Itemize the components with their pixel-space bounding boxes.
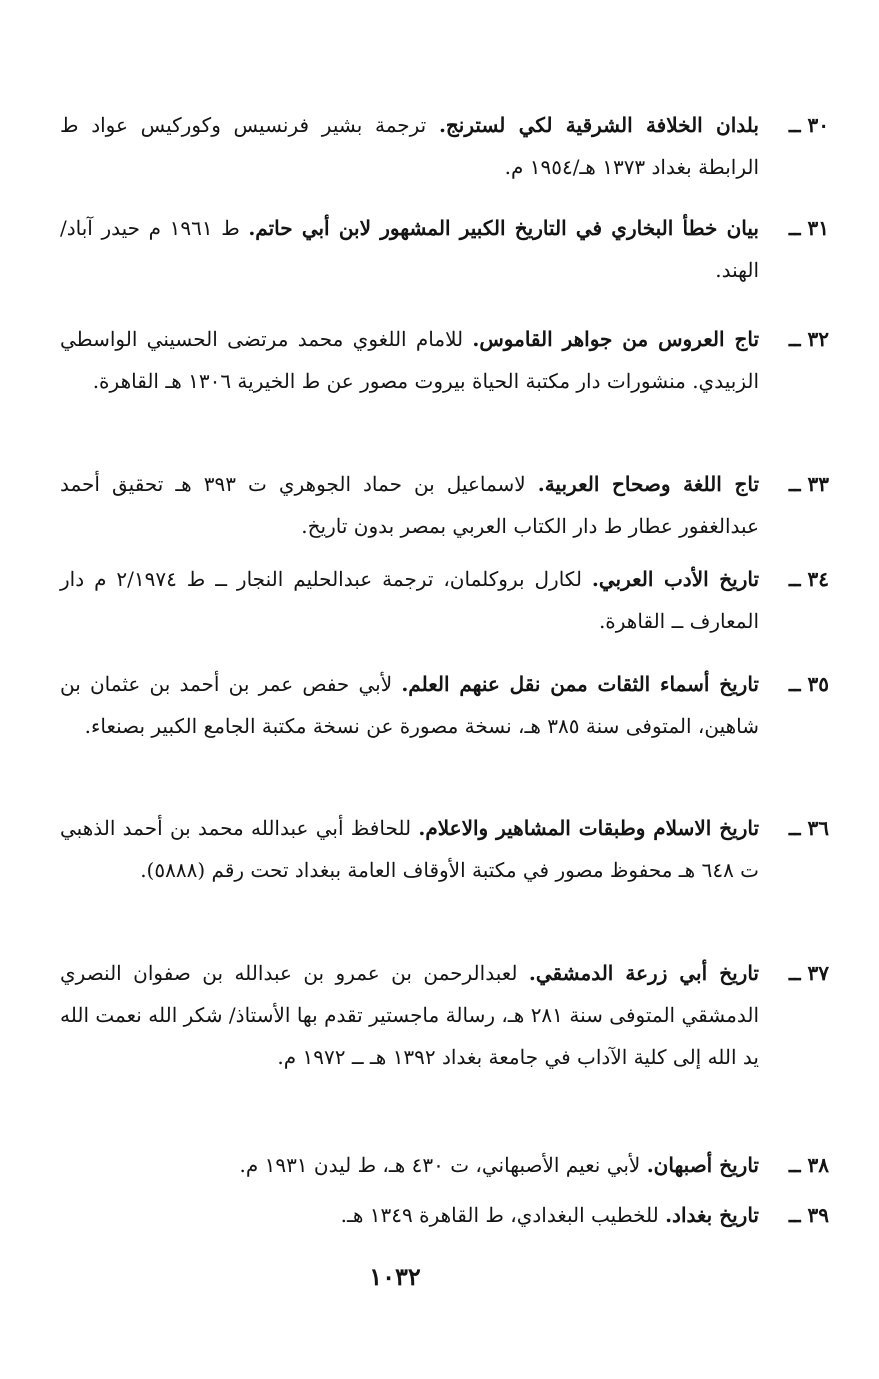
entry-title: بيان خطأ البخاري في التاريخ الكبير المشهور لابن أبي حاتم. — [248, 216, 759, 240]
bibliography-entry-31 — [60, 207, 829, 291]
entry-number: ٣٦ ــ — [788, 816, 829, 840]
entry-details: للحافظ أبي عبدالله محمد بن أحمد الذهبي ت ٦٤٨ هـ محفوظ مصور في مكتبة الأوقاف العامة ببغداد تحت رقم (٥٨٨٨). — [60, 816, 759, 882]
bibliography-entry-39 — [60, 1194, 829, 1236]
entry-title: تاريخ بغداد. — [665, 1203, 759, 1227]
bibliography-entry-33 — [60, 463, 829, 547]
bibliography-entry-38 — [60, 1144, 829, 1186]
entry-title: تاريخ الاسلام وطبقات المشاهير والاعلام. — [418, 816, 760, 840]
entry-title: تاريخ أسماء الثقات ممن نقل عنهم العلم. — [401, 672, 759, 696]
entry-details: لأبي نعيم الأصبهاني، ت ٤٣٠ هـ، ط ليدن ١٩٣١ م. — [239, 1153, 641, 1177]
entry-details: للامام اللغوي محمد مرتضى الحسيني الواسطي الزبيدي. منشورات دار مكتبة الحياة بيروت مصور عن ط الخيرية ١٣٠٦ هـ القاهرة. — [60, 327, 759, 393]
entry-details: ط ١٩٦١ م حيدر آباد/ الهند. — [60, 216, 759, 282]
page-number: ١٠٣٢ — [369, 1262, 421, 1291]
bibliography-entry-35 — [60, 663, 829, 747]
entry-title: بلدان الخلافة الشرقية لكي لسترنج. — [438, 113, 759, 137]
entry-details: لكارل بروكلمان، ترجمة عبدالحليم النجار ــ ط ٢/١٩٧٤ م دار المعارف ــ القاهرة. — [60, 567, 759, 633]
bibliography-entry-36 — [60, 807, 829, 891]
bibliography-entry-34 — [60, 558, 829, 642]
bibliography-entry-37 — [60, 952, 829, 1078]
bibliography-entry-30 — [60, 104, 829, 188]
entry-details: لعبدالرحمن بن عمرو بن عبدالله بن صفوان النصري الدمشقي المتوفى سنة ٢٨١ هـ، رسالة ماجستير تقدم بها الأستاذ/ شكر الله نعمت الله يد الله إلى كلية الآداب في جامعة بغداد ١٣٩٢ هـ ــ ١٩٧٢ م. — [60, 961, 759, 1069]
entry-details: لاسماعيل بن حماد الجوهري ت ٣٩٣ هـ تحقيق أحمد عبدالغفور عطار ط دار الكتاب العربي بمصر بدون تاريخ. — [60, 472, 759, 538]
entry-details: للخطيب البغدادي، ط القاهرة ١٣٤٩ هـ. — [340, 1203, 659, 1227]
entry-number: ٣٢ ــ — [788, 327, 829, 351]
entry-number: ٣٣ ــ — [788, 472, 829, 496]
entry-number: ٣٨ ــ — [788, 1153, 829, 1177]
entry-number: ٣١ ــ — [788, 216, 829, 240]
entry-title: تاريخ الأدب العربي. — [591, 567, 760, 591]
entry-number: ٣٤ ــ — [788, 567, 829, 591]
entry-title: تاج العروس من جواهر القاموس. — [472, 327, 760, 351]
entry-title: تاريخ أصبهان. — [646, 1153, 759, 1177]
bibliography-entry-32 — [60, 318, 829, 402]
entry-number: ٣٩ ــ — [788, 1203, 829, 1227]
entry-details: لأبي حفص عمر بن أحمد بن عثمان بن شاهين، المتوفى سنة ٣٨٥ هـ، نسخة مصورة عن نسخة مكتبة الجامع الكبير بصنعاء. — [60, 672, 759, 738]
entry-number: ٣٥ ــ — [788, 672, 829, 696]
entry-number: ٣٧ ــ — [788, 961, 829, 985]
entry-title: تاج اللغة وصحاح العربية. — [537, 472, 760, 496]
entry-title: تاريخ أبي زرعة الدمشقي. — [528, 961, 760, 985]
entry-number: ٣٠ ــ — [788, 113, 829, 137]
entry-details: ترجمة بشير فرنسيس وكوركيس عواد ط الرابطة بغداد ١٣٧٣ هـ/١٩٥٤ م. — [60, 113, 759, 179]
